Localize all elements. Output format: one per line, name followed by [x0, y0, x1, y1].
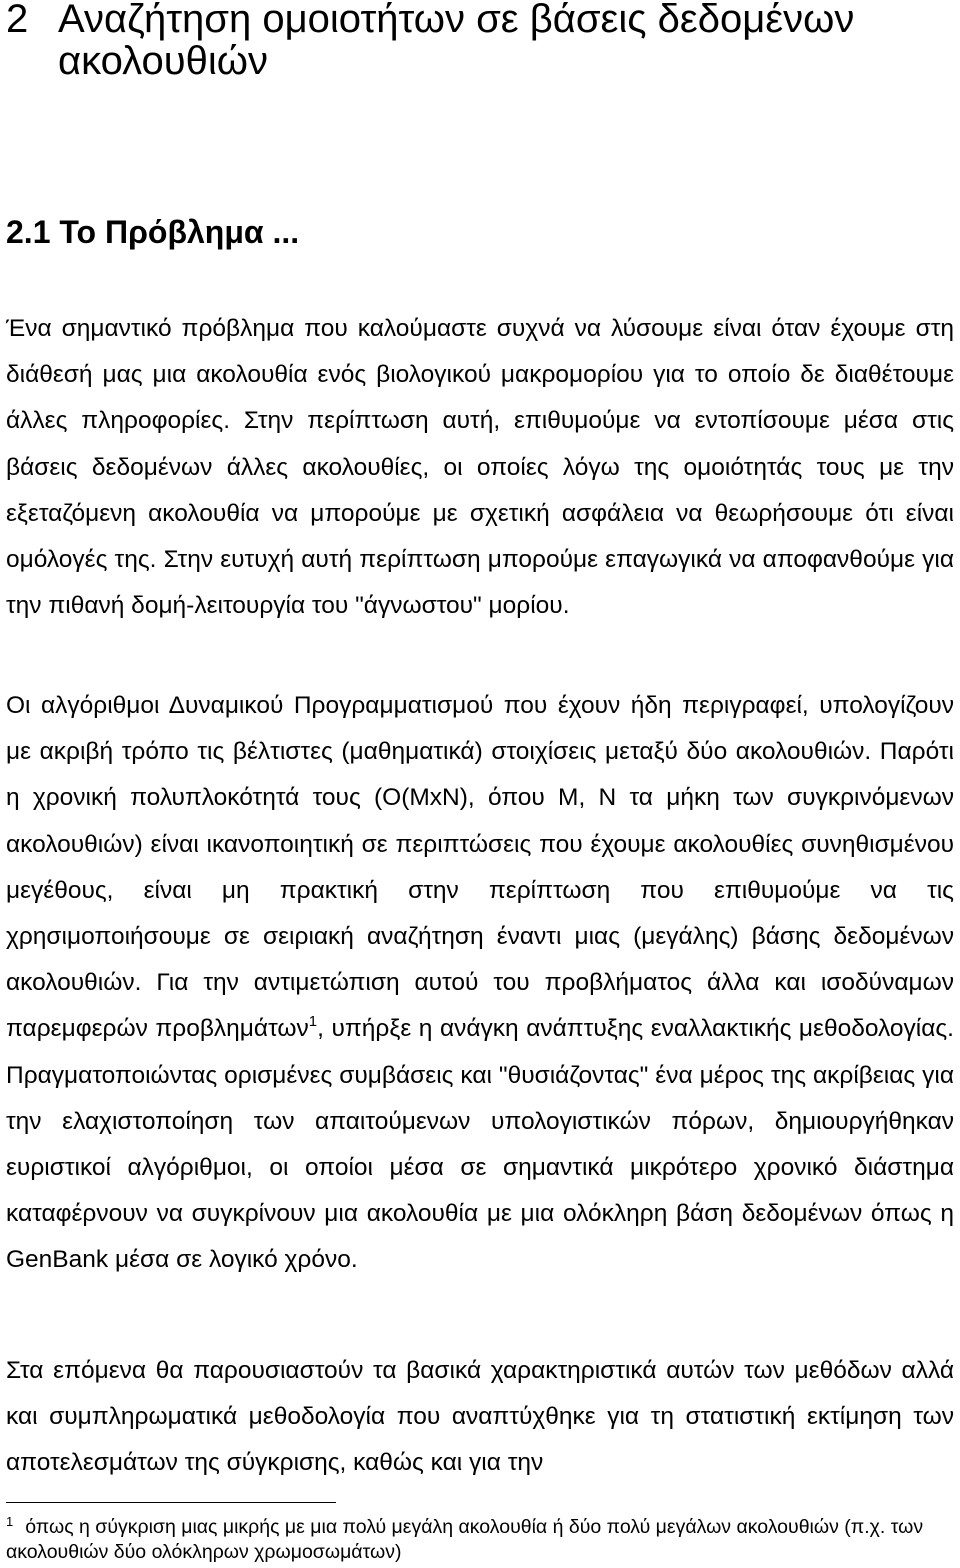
paragraph-1: Ένα σημαντικό πρόβλημα που καλούμαστε συχνά να λύσουμε είναι όταν έχουμε στη διάθεσή μας μια ακολουθία ενός βιολογικού μακρομορίου για το οποίο δε διαθέτουμε άλλες πληροφορίες. Στην περίπτωση αυτή, επιθυμούμε να εντοπίσουμε μέσα στις βάσεις δεδομένων άλλες ακολουθίες, οι οποίες λόγω της ομοιότητάς τους με την εξεταζόμενη ακολουθία να μπορούμε με σχετική ασφάλεια να θεωρήσουμε ότι είναι ομόλογές της. Στην ευτυχή αυτή περίπτωση μπορούμε επαγωγικά να αποφανθούμε για την πιθανή δομή-λειτουργία του "άγνωστου" μορίου. — [6, 315, 954, 620]
chapter-number: 2 — [6, 0, 29, 41]
footnote-marker: 1 — [6, 1514, 14, 1529]
paragraph-2-text-a: Οι αλγόριθμοι Δυναμικού Προγραμματισμού που έχουν ήδη περιγραφεί, υπολογίζουν με ακριβή τρόπο τις βέλτιστες (μαθηματικά) στοιχίσεις μεταξύ δύο ακολουθιών. Παρότι η χρονική πολυπλοκότητά τους (O(MxN), όπου M, N τα μήκη των συγκρινόμενων ακολουθιών) είναι ικανοποιητική σε περιπτώσεις που έχουμε ακολουθίες συνηθισμένου μεγέθους, είναι μη πρακτική στην περίπτωση που επιθυμούμε να τις χρησιμοποιήσουμε σε σειριακή αναζήτηση έναντι μιας (μεγάλης) βάσης δεδομένων ακολουθιών. Για την αντιμετώπιση αυτού του προβλήματος άλλα και ισοδύναμων παρεμφερών προβλημάτων — [6, 692, 954, 1043]
footnote-reference: 1 — [308, 1013, 318, 1031]
paragraph-3: Στα επόμενα θα παρουσιαστούν τα βασικά χαρακτηριστικά αυτών των μεθόδων αλλά και συμπληρωματικά μεθοδολογία που αναπτύχθηκε για τη στατιστική εκτίμηση των αποτελεσμάτων της σύγκρισης, καθώς και για την — [6, 1357, 954, 1477]
chapter-title-line2: ακολουθιών — [58, 39, 268, 83]
chapter-title-line1: Αναζήτηση ομοιοτήτων σε βάσεις δεδομένων — [58, 0, 855, 41]
chapter-title — [6, 0, 946, 82]
paragraph-2 — [6, 683, 954, 1284]
section-title: 2.1 Το Πρόβλημα ... — [6, 214, 300, 250]
footnote — [6, 1515, 954, 1565]
footnote-separator — [6, 1502, 336, 1503]
paragraph-2-text-b: , υπήρξε η ανάγκη ανάπτυξης εναλλακτικής μεθοδολογίας. Πραγματοποιώντας ορισμένες συμβάσεις και "θυσιάζοντας" ένα μέρος της ακρίβειας για την ελαχιστοποίηση των απαιτούμενων υπολογιστικών πόρων, δημιουργήθηκαν ευριστικοί αλγόριθμοι, οι οποίοι μέσα σε σημαντικά μικρότερο χρονικό διάστημα καταφέρνουν να συγκρίνουν μια ακολουθία με μια ολόκληρη βάση δεδομένων όπως η GenBank μέσα σε λογικό χρόνο. — [6, 1015, 954, 1274]
footnote-text: όπως η σύγκριση μιας μικρής με μια πολύ μεγάλη ακολουθία ή δύο πολύ μεγάλων ακολουθιών (π.χ. των ακολουθιών δύο ολόκληρων χρωμοσωμάτων) — [6, 1516, 924, 1563]
